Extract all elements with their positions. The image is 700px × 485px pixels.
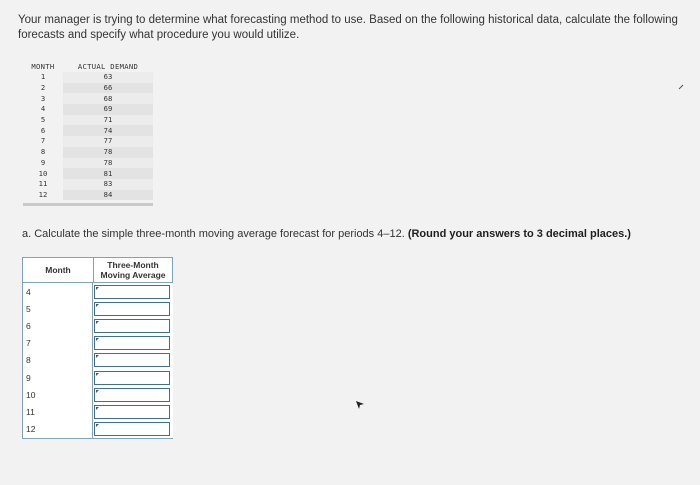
table-row	[23, 190, 153, 201]
history-demand-cell: 84	[63, 190, 153, 201]
month-column-header: MONTH	[31, 62, 55, 71]
history-month-cell: 10	[38, 168, 48, 178]
table-row	[23, 179, 153, 190]
table-row	[23, 72, 153, 83]
table-row	[23, 125, 153, 136]
rounding-instruction: (Round your answers to 3 decimal places.)	[407, 228, 631, 240]
history-month-cell: 9	[40, 157, 46, 167]
history-month-cell: 7	[40, 136, 46, 146]
answer-input-cell	[94, 283, 173, 301]
answer-month-header: Month	[23, 258, 94, 283]
table-row	[23, 158, 153, 169]
answer-month-cell: 8	[23, 352, 93, 369]
mouse-pointer-icon	[355, 400, 365, 410]
answer-input-cell	[94, 386, 173, 403]
history-month-cell: 3	[40, 93, 46, 103]
moving-average-input[interactable]	[94, 405, 170, 419]
moving-average-input[interactable]	[94, 371, 170, 385]
history-month-cell: 4	[40, 104, 46, 114]
table-row	[23, 115, 153, 126]
moving-average-input[interactable]	[94, 285, 170, 299]
history-month-cell: 6	[40, 125, 46, 135]
moving-average-input[interactable]	[94, 319, 170, 333]
history-month-cell: 2	[40, 83, 46, 93]
history-demand-cell: 81	[63, 168, 153, 179]
table-row	[23, 93, 153, 104]
answer-row	[23, 421, 173, 439]
history-demand-cell: 78	[63, 158, 153, 169]
table-bottom-rule	[23, 203, 153, 206]
answer-month-cell: 9	[23, 369, 93, 386]
history-demand-cell: 69	[63, 104, 153, 115]
answer-row	[23, 403, 173, 420]
answer-row	[23, 335, 173, 352]
history-demand-cell: 77	[63, 136, 153, 147]
moving-average-input[interactable]	[94, 422, 170, 436]
moving-average-input[interactable]	[94, 302, 170, 316]
answer-input-cell	[94, 300, 173, 317]
answer-row	[23, 369, 173, 386]
answer-month-cell: 6	[23, 317, 93, 334]
answer-input-cell	[94, 421, 173, 439]
history-demand-cell: 78	[63, 147, 153, 158]
answer-input-cell	[94, 335, 173, 352]
small-mark-icon	[678, 84, 684, 90]
answer-input-cell	[94, 317, 173, 334]
answer-month-cell: 12	[23, 421, 93, 439]
answer-month-cell: 10	[23, 386, 93, 403]
moving-average-answer-table	[22, 257, 173, 439]
answer-month-cell: 5	[23, 300, 93, 317]
question-a	[22, 228, 631, 240]
table-row	[23, 147, 153, 158]
history-demand-cell: 66	[63, 83, 153, 94]
answer-row	[23, 300, 173, 317]
history-demand-cell: 68	[63, 93, 153, 104]
problem-intro: Your manager is trying to determine what forecasting method to use. Based on the following historical data, calculate the following forecasts and specify what procedure you would utilize.	[18, 14, 678, 41]
answer-month-cell: 11	[23, 403, 93, 420]
answer-row	[23, 386, 173, 403]
table-row	[23, 104, 153, 115]
history-demand-cell: 83	[63, 179, 153, 190]
answer-input-cell	[94, 369, 173, 386]
table-row	[23, 136, 153, 147]
answer-input-cell	[94, 352, 173, 369]
value-header-line1: Three-Month	[107, 260, 159, 270]
historical-data-table	[23, 62, 153, 206]
answer-month-cell: 4	[23, 283, 93, 301]
actual-demand-column-header: ACTUAL DEMAND	[77, 62, 139, 71]
answer-row	[23, 283, 173, 301]
history-month-cell: 5	[40, 115, 46, 125]
table-row	[23, 83, 153, 94]
answer-month-cell: 7	[23, 335, 93, 352]
answer-row	[23, 317, 173, 334]
history-month-cell: 8	[40, 147, 46, 157]
answer-value-header	[94, 258, 173, 283]
history-demand-cell: 71	[63, 115, 153, 126]
history-month-cell: 1	[40, 72, 46, 82]
moving-average-input[interactable]	[94, 388, 170, 402]
history-demand-cell: 63	[63, 72, 153, 83]
question-text: a. Calculate the simple three-month moving average forecast for periods 4–12.	[22, 228, 405, 240]
moving-average-input[interactable]	[94, 353, 170, 367]
history-month-cell: 12	[38, 189, 48, 199]
history-month-cell: 11	[38, 179, 48, 189]
history-demand-cell: 74	[63, 125, 153, 136]
value-header-line2: Moving Average	[100, 270, 166, 280]
answer-input-cell	[94, 403, 173, 420]
table-row	[23, 168, 153, 179]
moving-average-input[interactable]	[94, 336, 170, 350]
answer-row	[23, 352, 173, 369]
